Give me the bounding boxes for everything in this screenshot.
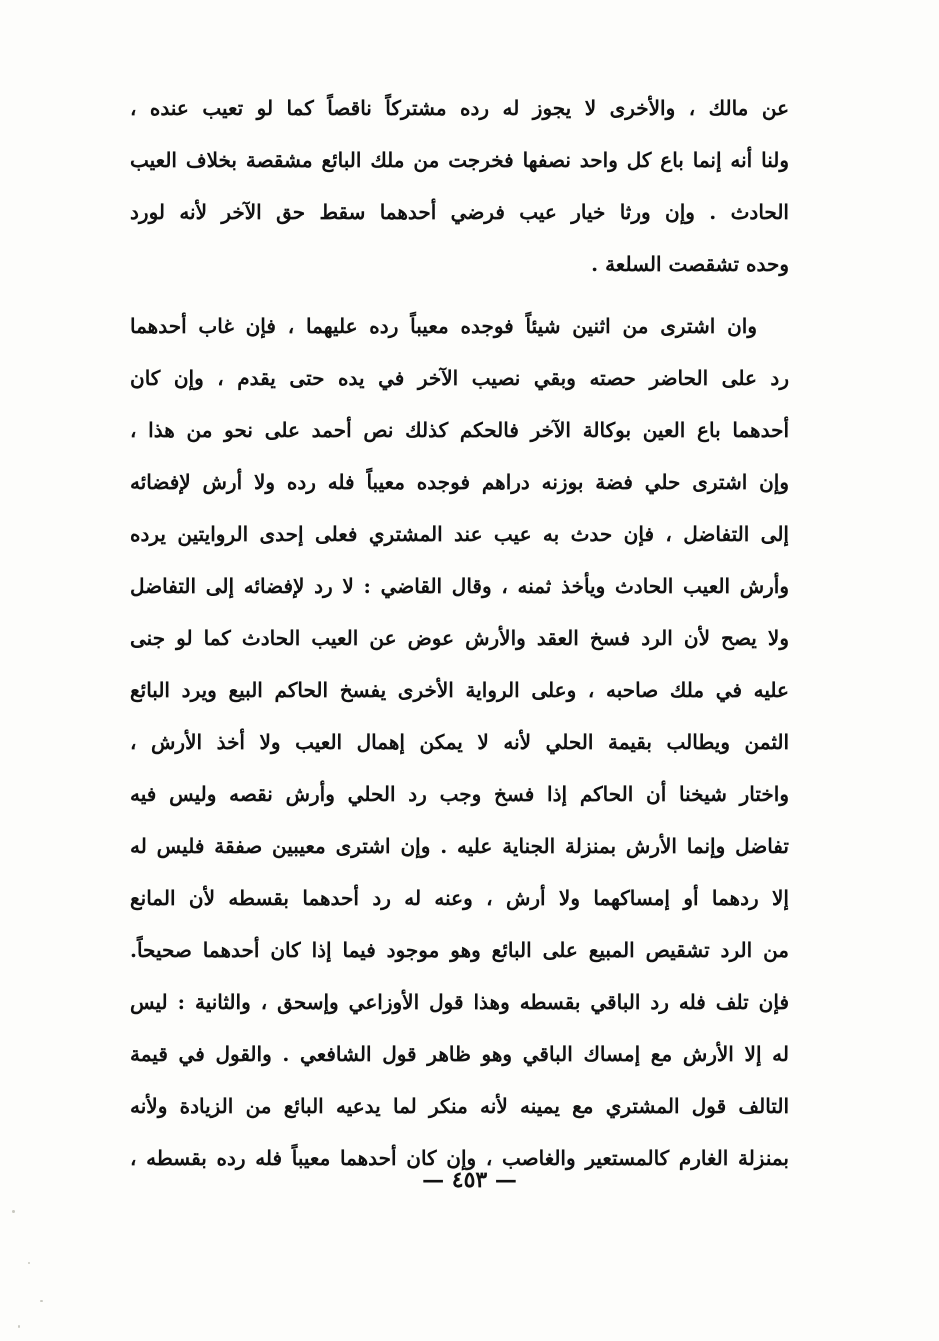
text-line: فإن تلف فله رد الباقي بقسطه وهذا قول الأوزاعي وإسحق ، والثانية : ليس [130, 990, 789, 1014]
text-line: وإن اشترى حلي فضة بوزنه دراهم فوجده معيباً فله رده ولا أرش لإفضائه [130, 470, 789, 494]
text-line: تفاضل وإنما الأرش بمنزلة الجناية عليه . وإن اشترى معيبين صفقة فليس له [130, 834, 789, 858]
text-line: إلا ردهما أو إمساكهما ولا أرش ، وعنه له رد أحدهما بقسطه لأن المانع [130, 886, 789, 910]
text-line: وان اشترى من اثنين شيئاً فوجده معيباً رده عليهما ، فإن غاب أحدهما [130, 314, 757, 338]
scan-speck [28, 1262, 30, 1264]
text-line: أحدهما باع العين بوكالة الآخر فالحكم كذلك نص أحمد على نحو من هذا ، [130, 418, 789, 442]
text-line: وأرش العيب الحادث ويأخذ ثمنه ، وقال القاضي : لا رد لإفضائه إلى التفاضل [130, 574, 789, 598]
paragraph-2 [130, 300, 789, 1184]
text-line: إلى التفاضل ، فإن حدث به عيب عند المشتري فعلى إحدى الروايتين يرده [130, 522, 789, 546]
text-line: بمنزلة الغارم كالمستعير والغاصب ، وإن كان أحدهما معيباً فله رده بقسطه ، [130, 1146, 789, 1170]
page-number: — ٤٥٣ — [422, 1167, 517, 1193]
text-line: التالف قول المشتري مع يمينه لأنه منكر لما يدعيه البائع من الزيادة ولأنه [130, 1094, 789, 1118]
text-line: وحده تشقصت السلعة . [591, 252, 789, 276]
scan-speck [40, 1300, 43, 1302]
text-line: واختار شيخنا أن الحاكم إذا فسخ وجب رد الحلي وأرش نقصه وليس فيه [130, 782, 789, 806]
scan-speck [18, 1325, 20, 1328]
text-line: ولا يصح لأن الرد فسخ العقد والأرش عوض عن العيب الحادث كما لو جنى [130, 626, 789, 650]
text-line: من الرد تشقيص المبيع على البائع وهو موجود فيما إذا كان أحدهما صحيحاً. [130, 938, 789, 962]
text-line: له إلا الأرش مع إمساك الباقي وهو ظاهر قول الشافعي . والقول في قيمة [130, 1042, 789, 1066]
scan-speck [12, 1210, 15, 1213]
text-line: ولنا أنه إنما باع كل واحد نصفها فخرجت من ملك البائع مشقصة بخلاف العيب [130, 148, 789, 172]
text-line: عليه في ملك صاحبه ، وعلى الرواية الأخرى يفسخ الحاكم البيع ويرد البائع [130, 678, 789, 702]
text-line: عن مالك ، والأخرى لا يجوز له رده مشتركاً ناقصاً كما لو تعيب عنده ، [130, 96, 789, 120]
text-line: الحادث . وإن ورثا خيار عيب فرضي أحدهما سقط حق الآخر لأنه لورد [130, 200, 789, 224]
text-line: الثمن ويطالب بقيمة الحلي لأنه لا يمكن إهمال العيب ولا أخذ الأرش ، [130, 730, 789, 754]
paragraph-1 [130, 82, 789, 290]
text-line: رد على الحاضر حصته وبقي نصيب الآخر في يده حتى يقدم ، وإن كان [130, 366, 789, 390]
